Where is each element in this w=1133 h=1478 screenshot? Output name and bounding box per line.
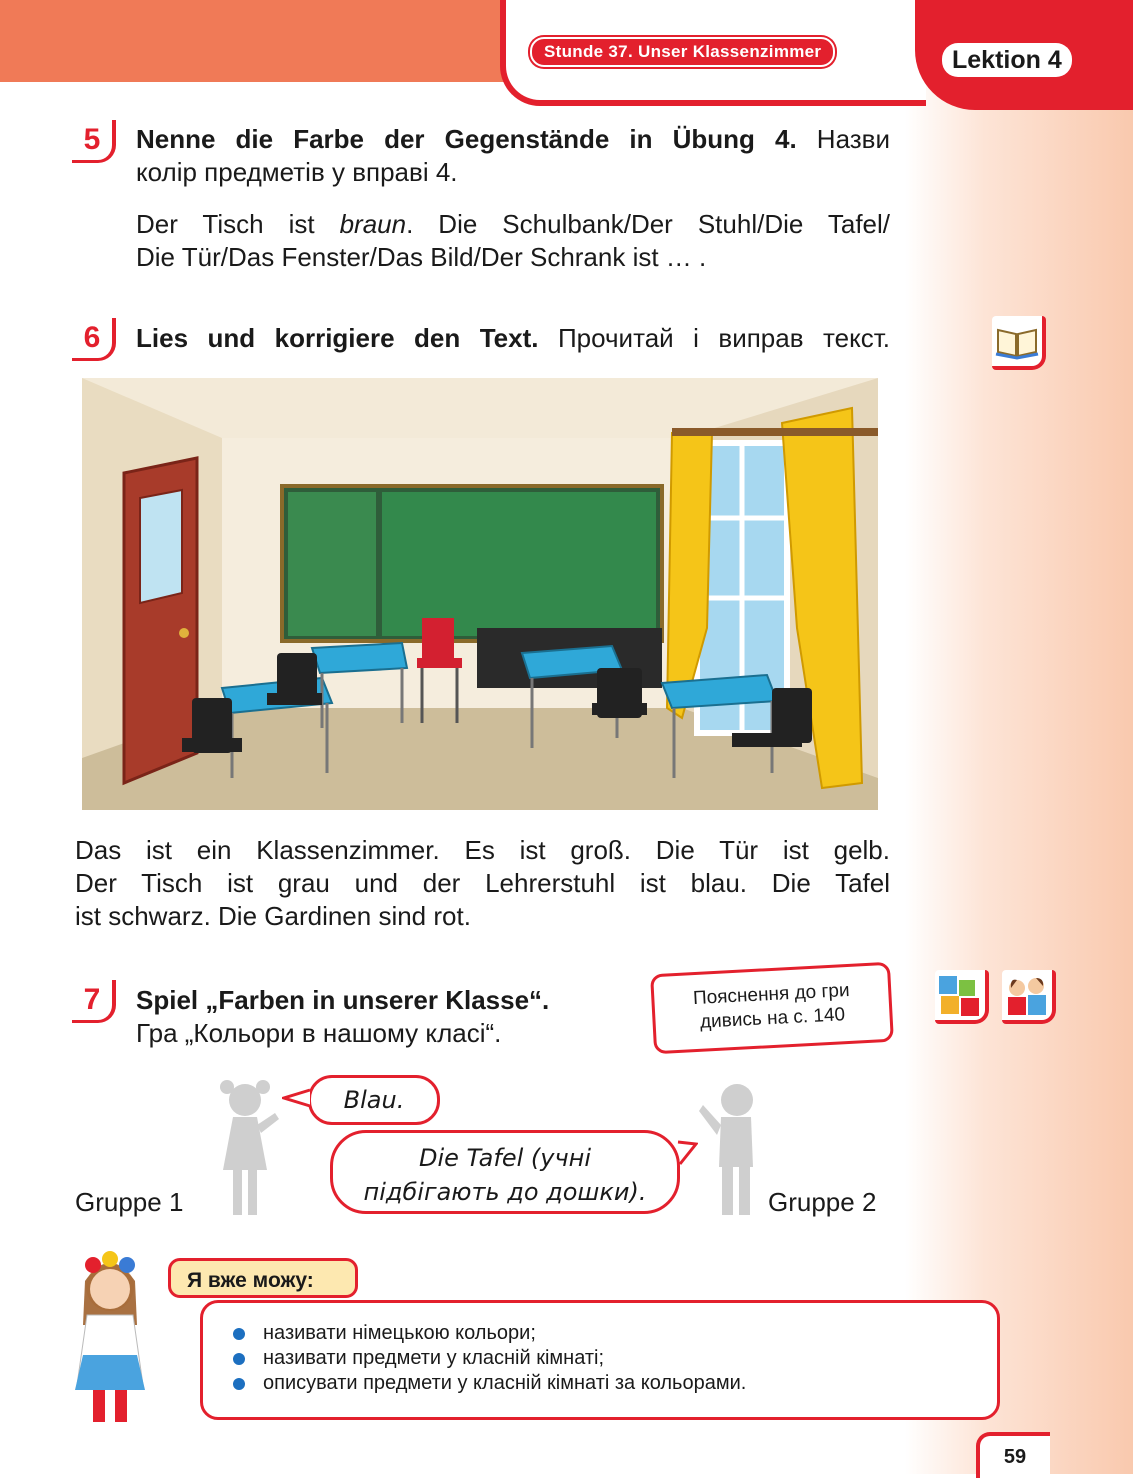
can-do-box xyxy=(200,1300,1000,1420)
exercise-6-text-line1: Das ist ein Klassenzimmer. Es ist groß. Die Tür ist gelb. xyxy=(75,835,890,865)
blocks-icon xyxy=(935,970,989,1024)
side-strip xyxy=(905,0,1133,1474)
speech-bubble-2 xyxy=(330,1130,680,1214)
speech-bubble-2-line1: Die Tafel (учні xyxy=(418,1144,591,1172)
exercise-6-text-line2: Der Tisch ist grau und der Lehrerstuhl ist blau. Die Tafel xyxy=(75,868,890,898)
exercise-5-instruction xyxy=(136,123,890,189)
speech-bubble-1: Blau. xyxy=(308,1075,440,1125)
exercise-6-instruction-de: Lies und korrigiere den Text. xyxy=(136,323,539,353)
exercise-6-instruction xyxy=(136,322,890,355)
game-note-line1: Пояснення до гри xyxy=(692,979,851,1010)
speech-bubble-2-line2: підбігають до дошки). xyxy=(363,1178,647,1206)
game-note-line2: дивись на с. 140 xyxy=(699,1004,846,1033)
group-1-label: Gruppe 1 xyxy=(75,1187,184,1217)
exercise-5-instruction-uk-2: колір предметів у вправі 4. xyxy=(136,157,458,187)
exercise-5-line2: Die Tür/Das Fenster/Das Bild/Der Schrank ist … . xyxy=(136,242,707,272)
exercise-6-instruction-uk: Прочитай і виправ текст. xyxy=(557,323,890,353)
exercise-5-instruction-de: Nenne die Farbe der Gegenstände in Übung 4. xyxy=(136,124,797,154)
classroom-illustration xyxy=(82,378,878,810)
lektion-label: Lektion 4 xyxy=(942,43,1072,77)
exercise-5-line1-a: Der Tisch ist xyxy=(136,209,315,239)
page-number: 59 xyxy=(976,1432,1050,1478)
speech-bubble-1-tail xyxy=(282,1088,312,1108)
exercise-7-number: 7 xyxy=(72,980,116,1023)
exercise-6-text xyxy=(75,834,890,933)
exercise-5-line1-b: . Die Schulbank/Der Stuhl/Die Tafel/ xyxy=(406,209,890,239)
can-do-label: Я вже можу: xyxy=(168,1258,358,1298)
can-do-item: називати німецькою кольори; xyxy=(233,1321,997,1346)
book-icon xyxy=(992,316,1046,370)
speech-bubble-2-tail xyxy=(676,1140,698,1168)
exercise-7-title-de: Spiel „Farben in unserer Klasse“. xyxy=(136,985,550,1015)
exercise-5-instruction-uk-1: Назви xyxy=(816,124,890,154)
exercise-5-number: 5 xyxy=(72,120,116,163)
can-do-item: описувати предмети у класній кімнаті за кольорами. xyxy=(233,1371,997,1396)
exercise-6-text-line3: ist schwarz. Die Gardinen sind rot. xyxy=(75,901,471,931)
exercise-5-line1-em: braun xyxy=(339,209,407,239)
boy-silhouette xyxy=(695,1075,775,1220)
exercise-6-number: 6 xyxy=(72,318,116,361)
exercise-7-title xyxy=(136,984,636,1050)
group-2-label: Gruppe 2 xyxy=(768,1187,877,1217)
game-note xyxy=(650,962,894,1054)
children-icon xyxy=(1002,970,1056,1024)
girl-silhouette xyxy=(205,1075,285,1220)
lesson-title: Stunde 37. Unser Klassenzimmer xyxy=(530,37,835,67)
exercise-7-title-uk: Гра „Кольори в нашому класі“. xyxy=(136,1018,502,1048)
can-do-item: називати предмети у класній кімнаті; xyxy=(233,1346,997,1371)
exercise-5-text xyxy=(136,208,890,274)
girl-in-costume-illustration xyxy=(55,1245,165,1430)
header-band xyxy=(0,0,520,82)
